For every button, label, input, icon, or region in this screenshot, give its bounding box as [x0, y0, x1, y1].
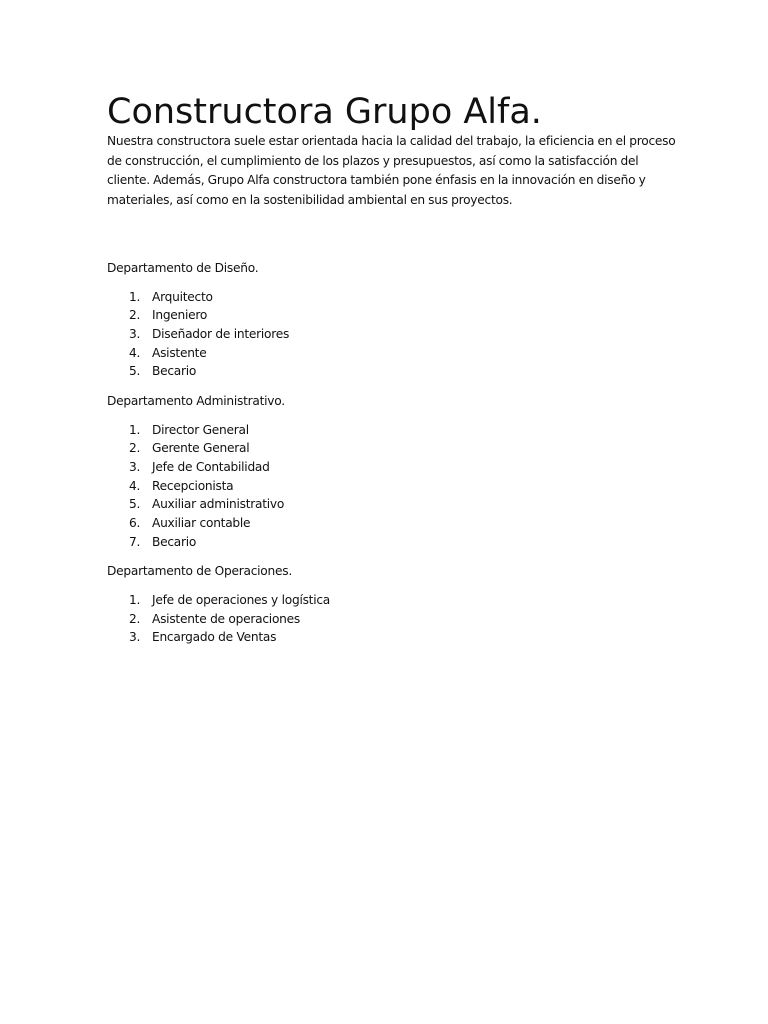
list-item-number: 5.	[129, 497, 141, 512]
list-item-number: 2.	[129, 308, 141, 323]
list-item-text: Jefe de Contabilidad	[152, 459, 270, 474]
list-item	[107, 458, 677, 477]
list-item	[107, 421, 677, 440]
department-list-diseno	[107, 288, 677, 382]
intro-paragraph: Nuestra constructora suele estar orientada hacia la calidad del trabajo, la eficiencia en el proceso de construcción, el cumplimiento de los plazos y presupuestos, así como la satisfacción del cliente. Además, Grupo Alfa constructora también pone énfasis en la innovación en diseño y materiales, así como en la sostenibilidad ambiental en sus proyectos.	[107, 134, 676, 207]
department-heading-administrativo: Departamento Administrativo.	[107, 394, 285, 409]
list-item-number: 4.	[129, 478, 141, 493]
list-item-number: 3.	[129, 459, 141, 474]
list-item-text: Diseñador de interiores	[152, 326, 290, 341]
list-item-text: Recepcionista	[152, 478, 234, 493]
list-item	[107, 306, 677, 325]
list-item-text: Becario	[152, 534, 197, 549]
list-item-number: 2.	[129, 611, 141, 626]
list-item-text: Asistente	[152, 345, 207, 360]
list-item	[107, 325, 677, 344]
list-item	[107, 533, 677, 552]
list-item	[107, 610, 677, 629]
list-item-text: Gerente General	[152, 441, 250, 456]
list-item	[107, 362, 677, 381]
department-heading-diseno: Departamento de Diseño.	[107, 261, 259, 275]
list-item	[107, 495, 677, 514]
list-item-text: Becario	[152, 364, 197, 379]
list-item-number: 4.	[129, 345, 141, 360]
list-item-number: 2.	[129, 441, 141, 456]
list-item-text: Ingeniero	[152, 308, 208, 323]
list-item-text: Auxiliar contable	[152, 516, 251, 531]
document-title: Constructora Grupo Alfa.	[107, 92, 542, 132]
list-item-text: Jefe de operaciones y logística	[152, 592, 331, 607]
list-item-text: Director General	[152, 422, 249, 437]
list-item-number: 7.	[129, 534, 141, 549]
list-item	[107, 439, 677, 458]
list-item-number: 1.	[129, 422, 141, 437]
department-list-operaciones	[107, 591, 677, 647]
list-item-number: 3.	[129, 326, 141, 341]
list-item-text: Asistente de operaciones	[152, 611, 300, 626]
list-item-number: 3.	[129, 630, 141, 645]
department-list-administrativo	[107, 421, 677, 552]
list-item-text: Encargado de Ventas	[152, 630, 277, 645]
list-item-text: Arquitecto	[152, 289, 213, 304]
list-item	[107, 514, 677, 533]
document-body	[107, 92, 677, 647]
list-item-number: 1.	[129, 592, 141, 607]
list-item-number: 5.	[129, 364, 141, 379]
department-heading-operaciones: Departamento de Operaciones.	[107, 564, 292, 579]
list-item	[107, 628, 677, 647]
list-item-text: Auxiliar administrativo	[152, 497, 285, 512]
list-item	[107, 344, 677, 363]
list-item-number: 1.	[129, 289, 141, 304]
list-item	[107, 591, 677, 610]
list-item	[107, 477, 677, 496]
list-item-number: 6.	[129, 516, 141, 531]
list-item	[107, 288, 677, 307]
